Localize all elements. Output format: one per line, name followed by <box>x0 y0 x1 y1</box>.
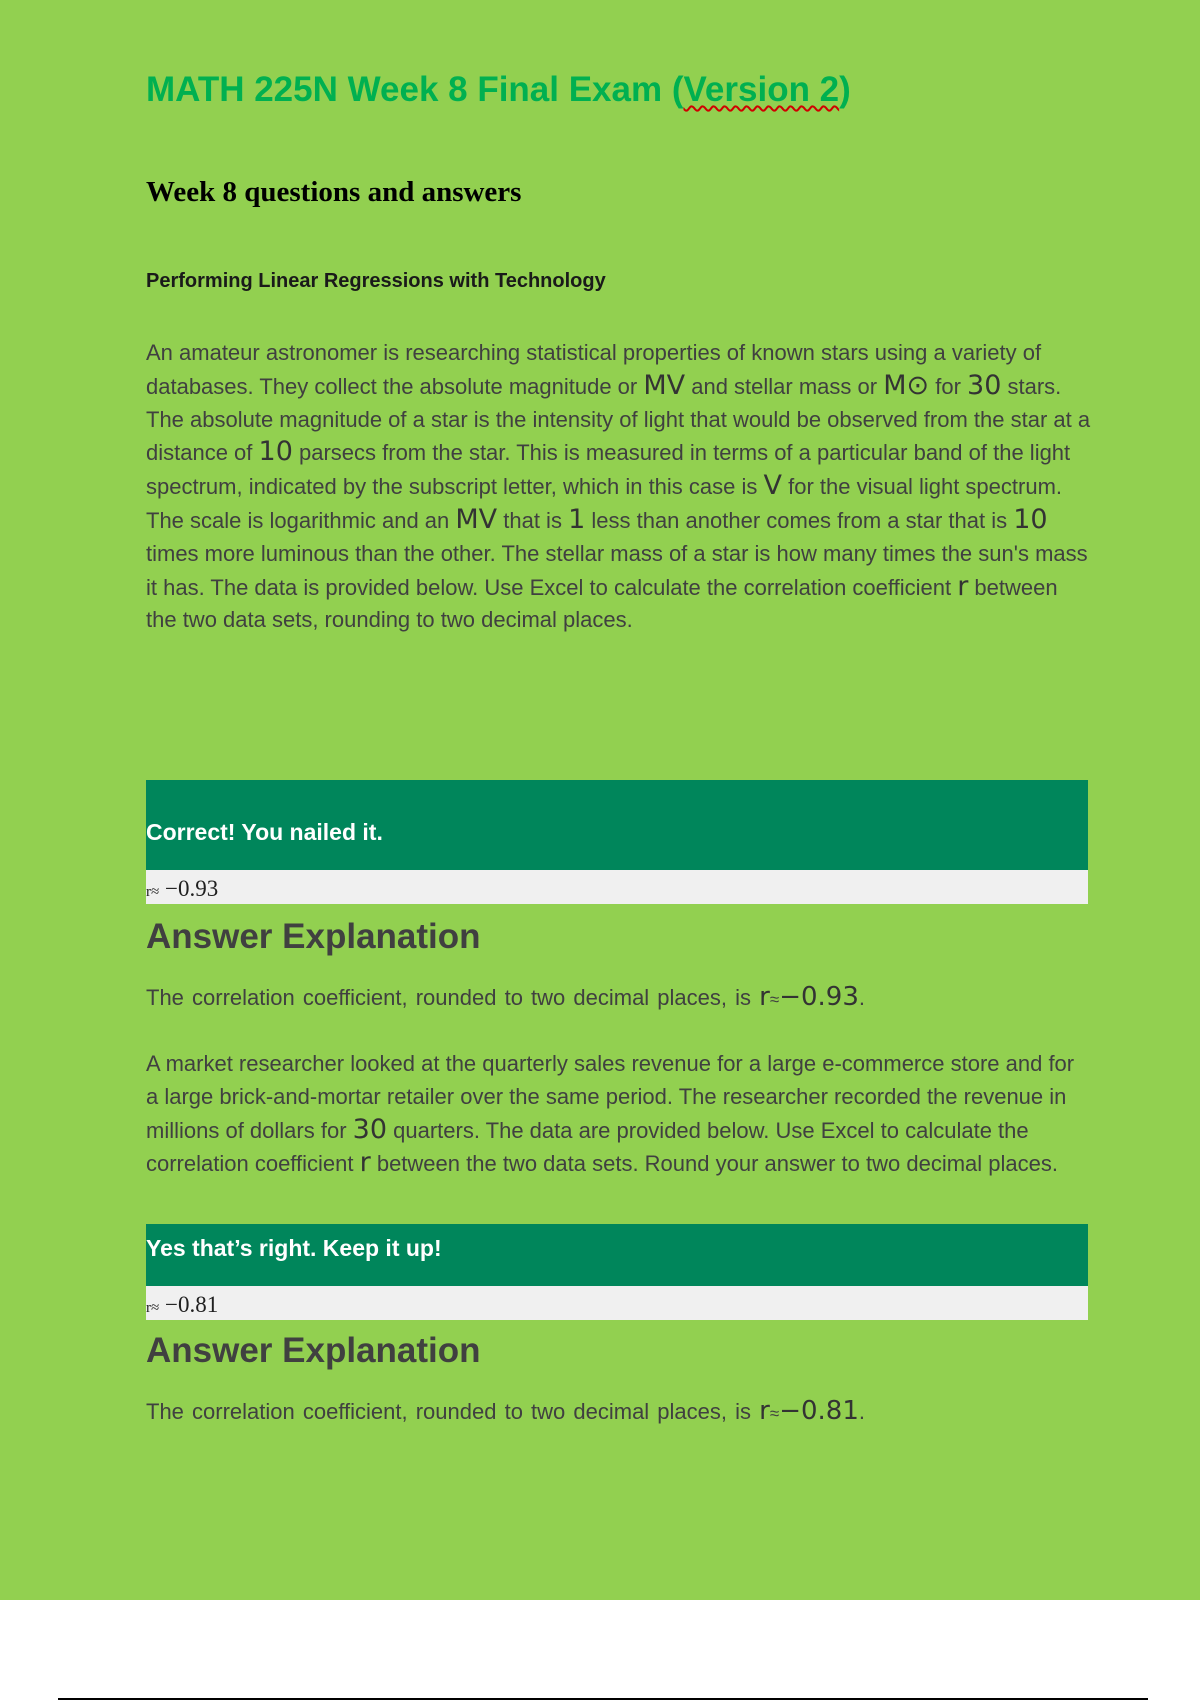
math-value: −0.93 <box>779 982 859 1012</box>
math-r: r <box>759 1396 770 1426</box>
feedback-correct-banner: Correct! You nailed it. <box>146 780 1088 870</box>
math-1: 1 <box>568 503 586 535</box>
answer-value: −0.93 <box>159 876 219 901</box>
math-10: 10 <box>258 436 293 468</box>
question-1-text: An amateur astronomer is researching statistical properties of known stars using a variety of databases. They collect the absolute magnitude or MV and stellar mass or M⊙ for 30 stars. The absolute magnitude of a star is the intensity of light that would be observed from the star at a distance of 10 parsecs from the star. This is measured in terms of a particular band of the light spectrum, indicated by the subscript letter, which in this case is V for the visual light spectrum. The scale is logarithmic and an MV that is 1 less than another comes from a star that is 10 times more luminous than the other. The stellar mass of a star is how many times the sun's mass it has. The data is provided below. Use Excel to calculate the correlation coefficient r between the two data sets, rounding to two decimal places. <box>146 340 1091 633</box>
title-suffix: ) <box>839 70 851 109</box>
page-title <box>146 70 851 110</box>
answer-value: −0.81 <box>159 1292 219 1317</box>
math-10: 10 <box>1013 503 1048 535</box>
math-mv: MV <box>643 369 686 401</box>
title-prefix: MATH 225N Week 8 Final Exam ( <box>146 70 684 109</box>
math-r: r <box>957 570 969 602</box>
math-30: 30 <box>352 1113 387 1145</box>
answer-row <box>146 870 1088 904</box>
answer-row <box>146 1286 1088 1320</box>
answer-explanation-heading: Answer Explanation <box>146 917 481 956</box>
math-mv: MV <box>455 503 498 535</box>
feedback-correct-banner: Yes that’s right. Keep it up! <box>146 1224 1088 1286</box>
answer-explanation-text: The correlation coefficient, rounded to two decimal places, is r≈−0.81. <box>146 1396 865 1426</box>
math-30: 30 <box>967 369 1002 401</box>
math-r: r <box>359 1147 371 1179</box>
answer-label: r≈ <box>146 1300 160 1316</box>
math-msun: M⊙ <box>883 369 930 401</box>
math-r: r <box>759 982 770 1012</box>
title-version: Version 2 <box>683 70 840 109</box>
answer-explanation-text: The correlation coefficient, rounded to two decimal places, is r≈−0.93. <box>146 982 865 1012</box>
answer-label: r≈ <box>146 884 160 900</box>
section-heading: Performing Linear Regressions with Technology <box>146 270 606 292</box>
question-2-text: A market researcher looked at the quarterly sales revenue for a large e-commerce store and for a large brick-and-mortar retailer over the same period. The researcher recorded the revenue in millions of dollars for 30 quarters. The data are provided below. Use Excel to calculate the correlation coefficient r between the two data sets. Round your answer to two decimal places. <box>146 1051 1075 1179</box>
page-subtitle: Week 8 questions and answers <box>146 176 522 208</box>
math-v: V <box>763 470 782 502</box>
math-value: −0.81 <box>779 1396 859 1426</box>
answer-explanation-heading: Answer Explanation <box>146 1331 481 1370</box>
